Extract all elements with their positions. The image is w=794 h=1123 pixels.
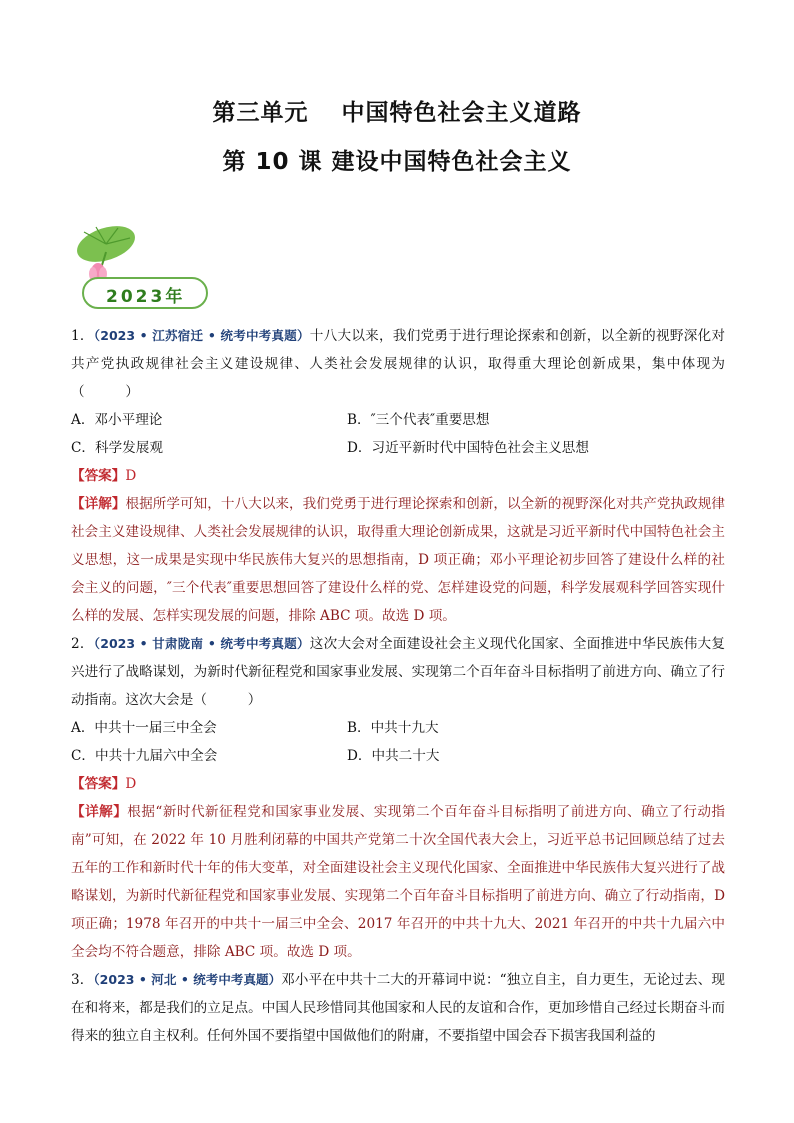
question-list [71, 322, 725, 1050]
option-b: B．″三个代表″重要思想 [347, 412, 490, 428]
detail-text: 根据“新时代新征程党和国家事业发展、实现第二个百年奋斗目标指明了前进方向、确立了行动指南”可知，在 2022 年 10 月胜利闭幕的中国共产党第二十次全国代表大会上，习近平总书记回顾总结了过去五年的工作和新时代十年的伟大变革，对全面建设社会主义现代化国家、全面推进中华民族伟大复兴进行了战略谋划，为新时代新征程党和国家事业发展、实现第二个百年奋斗目标指明了前进方向、确立了行动指南，D 项正确；1978 年召开的中共十一届三中全会、2017 年召开的中共十九大、2021 年召开的中共十九届六中全会均不符合题意，排除 ABC 项。故选 D 项。 [71, 804, 725, 960]
option-c: C．科学发展观 [71, 440, 163, 456]
answer-tag: 【答案】 [71, 776, 126, 792]
question-source: （2023 • 甘肃陇南 • 统考中考真题） [93, 636, 310, 651]
detail-tag: 【详解】 [71, 496, 126, 512]
option-d: D．习近平新时代中国特色社会主义思想 [347, 440, 589, 456]
option-c: C．中共十九届六中全会 [71, 748, 218, 764]
question-3 [71, 966, 725, 1050]
answer-tag: 【答案】 [71, 468, 126, 484]
detail-1 [71, 490, 725, 630]
option-a: A．中共十一届三中全会 [71, 720, 217, 736]
question-source: （2023 • 河北 • 统考中考真题） [93, 972, 282, 987]
detail-tag: 【详解】 [71, 804, 128, 820]
question-number: 2． [71, 636, 94, 652]
question-stem: 这次大会对全面建设社会主义现代化国家、全面推进中华民族伟大复兴进行了战略谋划，为新时代新征程党和国家事业发展、实现第二个百年奋斗目标指明了前进方向、确立了行动指南。这次大会是（ ） [71, 636, 725, 708]
answer-2 [71, 770, 725, 798]
options-2 [71, 714, 725, 770]
answer-value: D [125, 776, 137, 792]
year-badge-label: 2023年 [106, 287, 186, 307]
unit-title: 第三单元 中国特色社会主义道路 [212, 100, 582, 126]
option-d: D．中共二十大 [347, 748, 440, 764]
detail-2 [71, 798, 725, 966]
answer-1 [71, 462, 725, 490]
question-1 [71, 322, 725, 406]
question-number: 3． [71, 972, 94, 988]
lesson-title: 第 10 课 建设中国特色社会主义 [222, 149, 572, 175]
question-stem: 十八大以来，我们党勇于进行理论探索和创新，以全新的视野深化对共产党执政规律社会主义建设规律、人类社会发展规律的认识，取得重大理论创新成果，集中体现为（ ） [71, 328, 725, 400]
question-2 [71, 630, 725, 714]
question-number: 1． [71, 328, 94, 344]
question-source: （2023 • 江苏宿迁 • 统考中考真题） [93, 328, 310, 343]
option-a: A．邓小平理论 [71, 412, 163, 428]
question-stem: 邓小平在中共十二大的开幕词中说：“独立自主，自力更生，无论过去、现在和将来，都是我们的立足点。中国人民珍惜同其他国家和人民的友谊和合作，更加珍惜自己经过长期奋斗而得来的独立自主权利。任何外国不要指望中国做他们的附庸，不要指望中国会吞下损害我国利益的 [71, 972, 725, 1044]
detail-text: 根据所学可知，十八大以来，我们党勇于进行理论探索和创新，以全新的视野深化对共产党执政规律社会主义建设规律、人类社会发展规律的认识，取得重大理论创新成果，这就是习近平新时代中国特色社会主义思想，这一成果是实现中华民族伟大复兴的思想指南，D 项正确；邓小平理论初步回答了建设什么样的社会主义的问题，″三个代表″重要思想回答了建设什么样的党、怎样建设党的问题，科学发展观科学回答实现什么样的发展、怎样实现发展的问题，排除 ABC 项。故选 D 项。 [71, 496, 726, 624]
options-1 [71, 406, 725, 462]
option-b: B．中共十九大 [347, 720, 439, 736]
answer-value: D [125, 468, 137, 484]
